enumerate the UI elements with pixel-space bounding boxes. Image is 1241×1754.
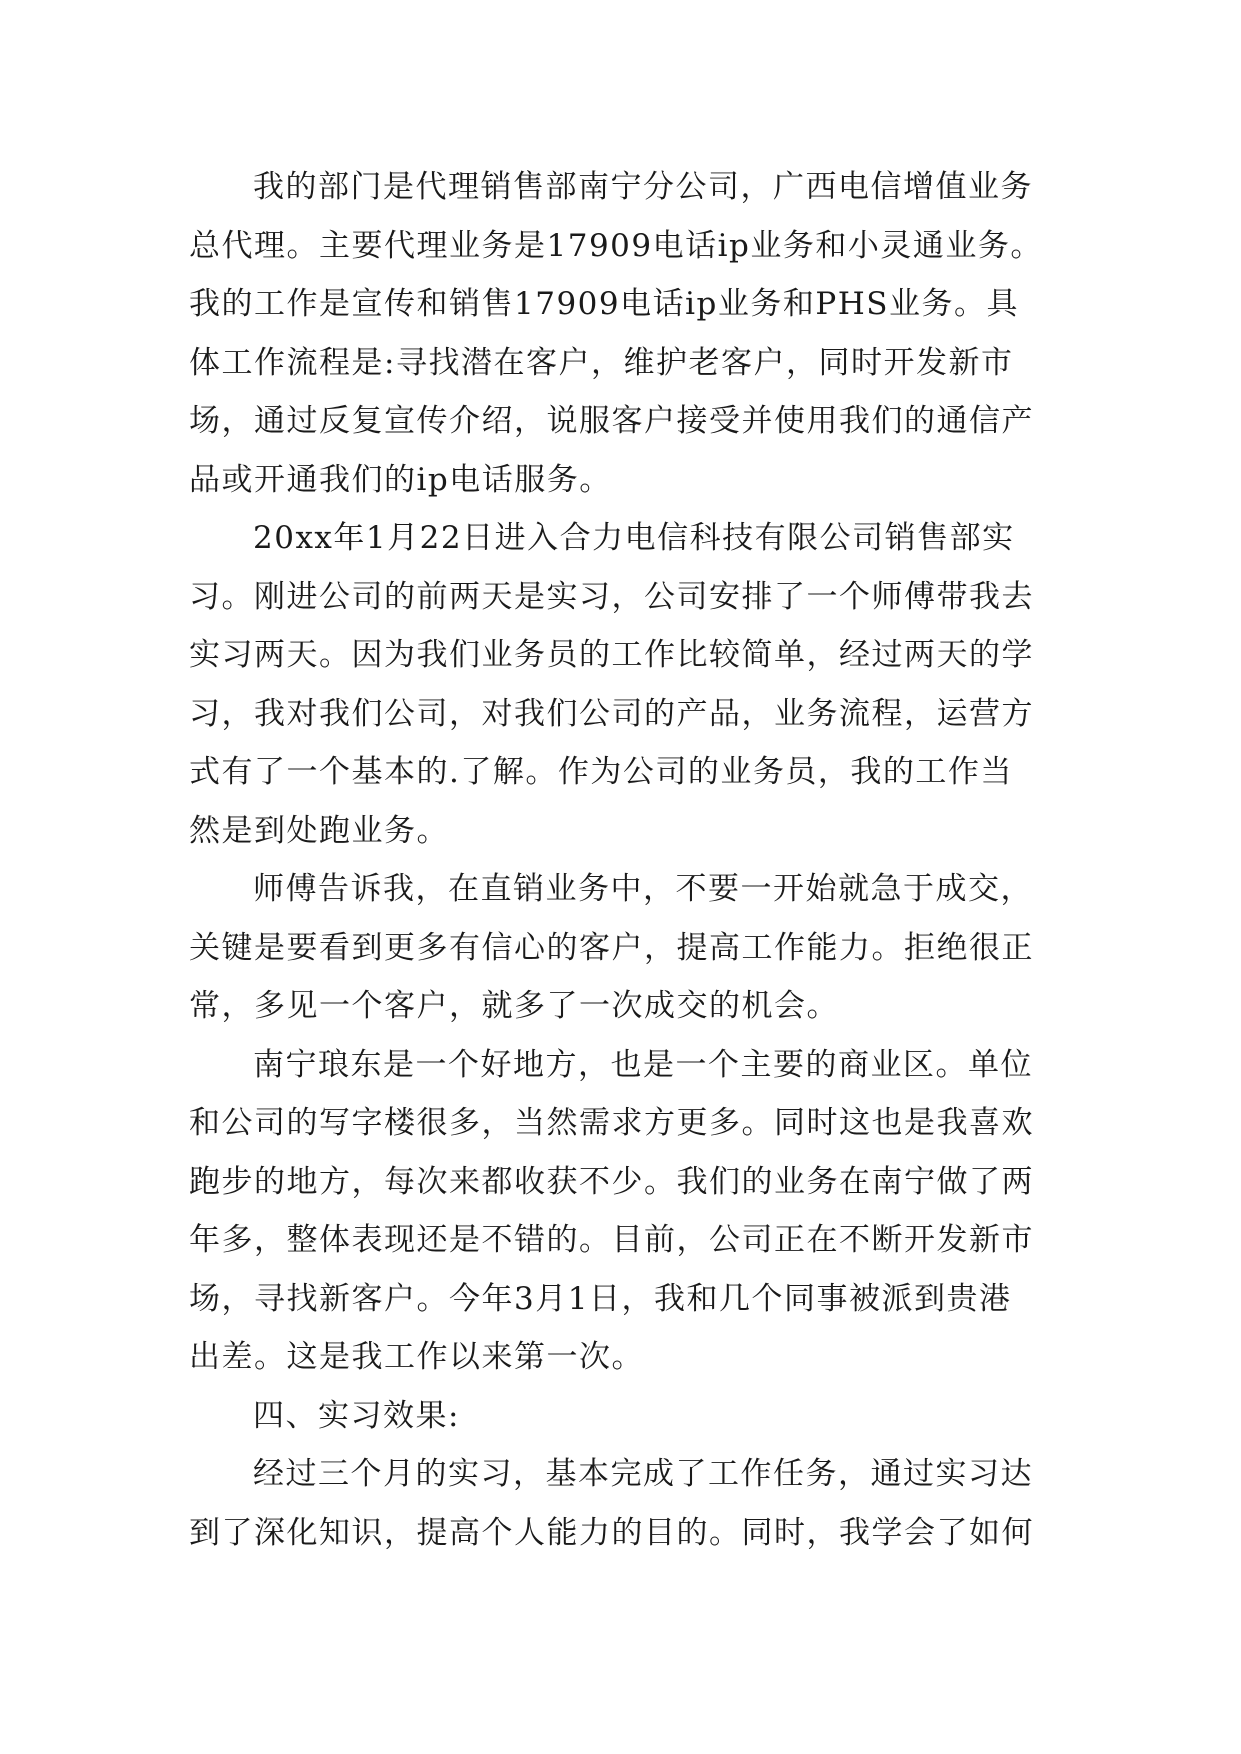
text-line: 南宁琅东是一个好地方，也是一个主要的商业区。单位	[253, 1046, 1033, 1083]
section-heading	[189, 1387, 1061, 1446]
text-line: 经过三个月的实习，基本完成了工作任务，通过实习达	[253, 1456, 1033, 1492]
paragraph	[189, 860, 1061, 1036]
text-line: 常，多见一个客户，就多了一次成交的机会。	[189, 988, 839, 1024]
text-line: 我的工作是宣传和销售17909电话ip业务和PHS业务。具	[189, 286, 1020, 322]
text-line: 年多，整体表现还是不错的。目前，公司正在不断开发新市	[189, 1222, 1034, 1258]
text-line: 场，通过反复宣传介绍，说服客户接受并使用我们的通信产	[189, 403, 1034, 439]
paragraph	[189, 509, 1061, 860]
text-line: 然是到处跑业务。	[189, 812, 449, 849]
text-line: 习。刚进公司的前两天是实习，公司安排了一个师傅带我去	[189, 578, 1034, 615]
text-line: 四、实习效果:	[253, 1397, 460, 1434]
text-line: 到了深化知识，提高个人能力的目的。同时，我学会了如何	[189, 1514, 1034, 1551]
text-line: 我的部门是代理销售部南宁分公司，广西电信增值业务	[253, 169, 1033, 205]
text-line: 习，我对我们公司，对我们公司的产品，业务流程，运营方	[189, 695, 1034, 732]
document-body	[189, 158, 1061, 1562]
paragraph	[189, 1445, 1061, 1562]
text-line: 20xx年1月22日进入合力电信科技有限公司销售部实	[253, 520, 1015, 556]
text-line: 实习两天。因为我们业务员的工作比较简单，经过两天的学	[189, 637, 1034, 673]
text-line: 师傅告诉我，在直销业务中，不要一开始就急于成交，	[253, 871, 1033, 907]
text-line: 场，寻找新客户。今年3月1日，我和几个同事被派到贵港	[189, 1280, 1012, 1317]
text-line: 跑步的地方，每次来都收获不少。我们的业务在南宁做了两	[189, 1163, 1034, 1200]
text-line: 关键是要看到更多有信心的客户，提高工作能力。拒绝很正	[189, 929, 1034, 966]
text-line: 体工作流程是:寻找潜在客户，维护老客户，同时开发新市	[189, 344, 1014, 381]
text-line: 总代理。主要代理业务是17909电话ip业务和小灵通业务。	[189, 227, 1043, 264]
text-line: 品或开通我们的ip电话服务。	[189, 461, 612, 498]
text-line: 出差。这是我工作以来第一次。	[189, 1339, 644, 1375]
paragraph	[189, 1036, 1061, 1387]
text-line: 和公司的写字楼很多，当然需求方更多。同时这也是我喜欢	[189, 1105, 1034, 1141]
paragraph	[189, 158, 1061, 509]
text-line: 式有了一个基本的.了解。作为公司的业务员，我的工作当	[189, 754, 1013, 790]
